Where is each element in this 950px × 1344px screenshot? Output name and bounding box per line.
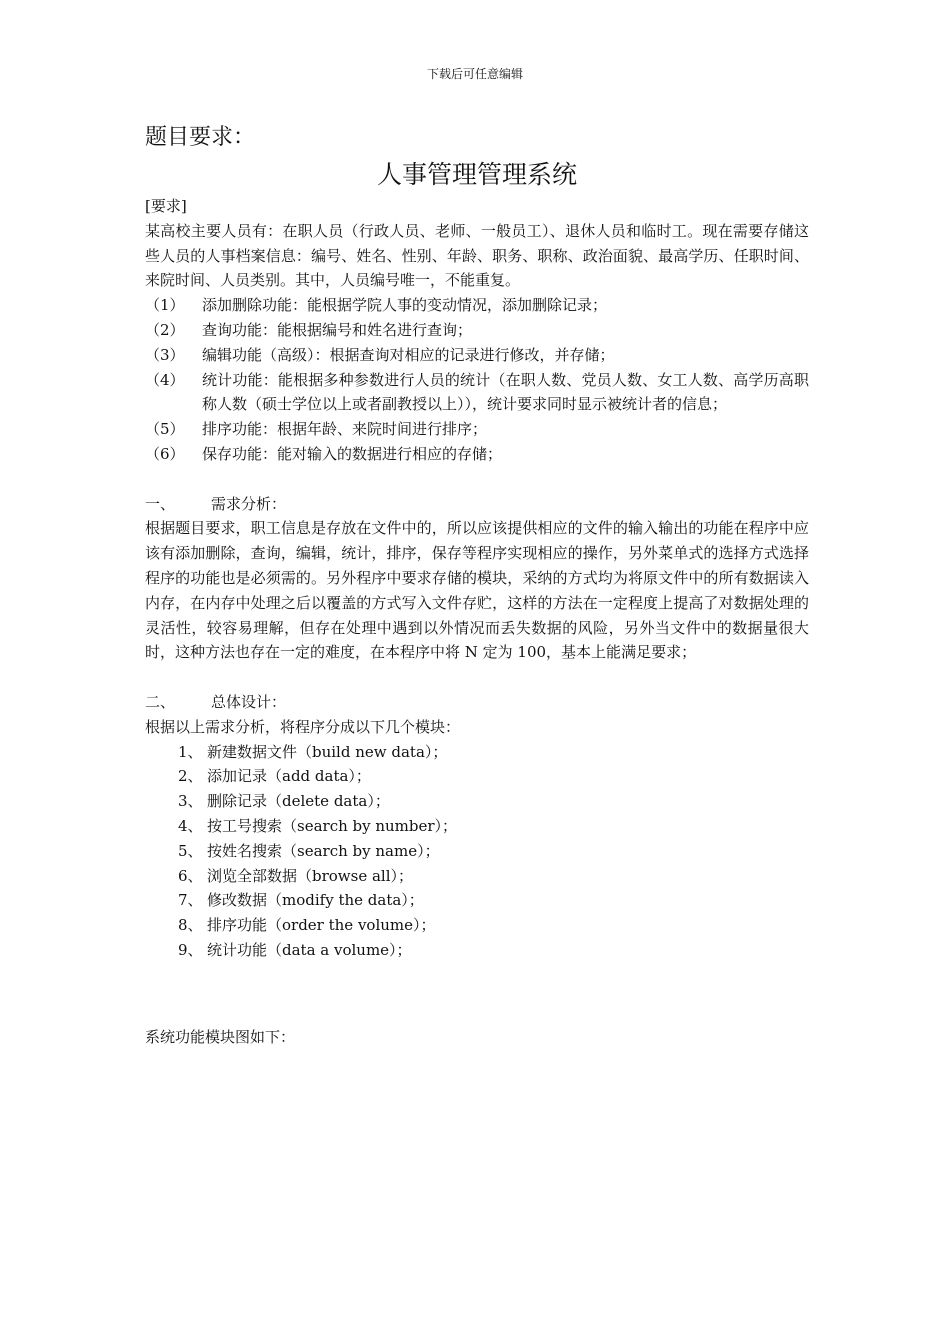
section-title: 总体设计： bbox=[211, 692, 287, 711]
section-title: 需求分析： bbox=[211, 494, 287, 513]
requirement-text: 保存功能：能对输入的数据进行相应的存储； bbox=[202, 444, 503, 463]
requirement-number: （6） bbox=[145, 444, 185, 463]
module-text: 浏览全部数据（browse all）； bbox=[207, 866, 414, 885]
requirement-number: （5） bbox=[145, 420, 185, 439]
requirement-item bbox=[145, 293, 809, 318]
document-title: 人事管理管理系统 bbox=[376, 160, 577, 189]
module-item bbox=[178, 864, 809, 889]
module-item bbox=[178, 839, 809, 864]
requirement-item bbox=[145, 318, 809, 343]
spacer bbox=[145, 963, 809, 1025]
page-header: 下载后可任意编辑 bbox=[426, 67, 523, 81]
requirement-item bbox=[145, 368, 809, 418]
requirement-item bbox=[145, 442, 809, 467]
requirement-text: 查询功能：能根据编号和姓名进行查询； bbox=[202, 320, 473, 339]
module-number: 6、 bbox=[178, 866, 203, 885]
module-number: 2、 bbox=[178, 767, 203, 786]
requirement-item bbox=[145, 417, 809, 442]
module-text: 排序功能（order the volume）； bbox=[207, 916, 436, 935]
module-number: 9、 bbox=[178, 940, 203, 959]
module-list bbox=[145, 740, 809, 963]
module-item bbox=[178, 814, 809, 839]
requirement-number: （1） bbox=[145, 296, 185, 315]
module-text: 新建数据文件（build new data）； bbox=[207, 742, 448, 761]
section-heading-design bbox=[145, 690, 809, 715]
requirement-text: 编辑功能（高级）：根据查询对相应的记录进行修改，并存储； bbox=[202, 345, 615, 364]
requirement-text: 添加删除功能：能根据学院人事的变动情况，添加删除记录； bbox=[202, 296, 608, 315]
section-heading-analysis bbox=[145, 492, 809, 517]
module-item bbox=[178, 740, 809, 765]
module-text: 删除记录（delete data）； bbox=[207, 792, 390, 811]
module-text: 统计功能（data a volume）； bbox=[207, 940, 412, 959]
module-text: 添加记录（add data）； bbox=[207, 767, 371, 786]
requirements-intro: 某高校主要人员有：在职人员（行政人员、老师、一般员工）、退休人员和临时工。现在需要存储这些人员的人事档案信息：编号、姓名、性别、年龄、职务、职称、政治面貌、最高学历、任职时间、来院时间、人员类别。其中，人员编号唯一，不能重复。 bbox=[145, 221, 809, 290]
spacer bbox=[145, 467, 809, 492]
spacer bbox=[145, 665, 809, 690]
module-item bbox=[178, 764, 809, 789]
requirements-label: [要求] bbox=[145, 197, 187, 215]
section-number: 二、 bbox=[145, 692, 176, 711]
module-number: 4、 bbox=[178, 816, 203, 835]
module-text: 按姓名搜索（search by name）； bbox=[207, 841, 440, 860]
module-item bbox=[178, 789, 809, 814]
requirements-list bbox=[145, 293, 809, 467]
analysis-paragraph: 根据题目要求，职工信息是存放在文件中的，所以应该提供相应的文件的输入输出的功能在程序中应该有添加删除，查询，编辑，统计，排序，保存等程序实现相应的操作，另外菜单式的选择方式选择程序的功能也是必须需的。另外程序中要求存储的模块，采纳的方式均为将原文件中的所有数据读入内存，在内存中处理之后以覆盖的方式写入文件存贮，这样的方法在一定程度上提高了对数据处理的灵活性，较容易理解，但存在处理中遇到以外情况而丢失数据的风险，另外当文件中的数据量很大时，这种方法也存在一定的难度，在本程序中将 N 定为 100，基本上能满足要求； bbox=[145, 519, 809, 662]
module-item bbox=[178, 938, 809, 963]
topic-heading: 题目要求： bbox=[145, 125, 256, 150]
requirement-number: （4） bbox=[145, 370, 185, 389]
module-number: 5、 bbox=[178, 841, 203, 860]
module-text: 按工号搜索（search by number）； bbox=[207, 816, 458, 835]
module-number: 7、 bbox=[178, 891, 203, 910]
module-item bbox=[178, 888, 809, 913]
module-item bbox=[178, 913, 809, 938]
requirement-number: （3） bbox=[145, 345, 185, 364]
module-number: 8、 bbox=[178, 916, 203, 935]
document-body bbox=[145, 122, 809, 1050]
section-number: 一、 bbox=[145, 494, 176, 513]
requirement-text: 统计功能：能根据多种参数进行人员的统计（在职人数、党员人数、女工人数、高学历高职称人数（硕士学位以上或者副教授以上）），统计要求同时显示被统计者的信息； bbox=[202, 370, 809, 414]
module-number: 3、 bbox=[178, 792, 203, 811]
module-text: 修改数据（modify the data）； bbox=[207, 891, 424, 910]
design-intro: 根据以上需求分析，将程序分成以下几个模块： bbox=[145, 717, 461, 736]
requirement-text: 排序功能：根据年龄、来院时间进行排序； bbox=[202, 420, 488, 439]
requirement-number: （2） bbox=[145, 320, 185, 339]
module-number: 1、 bbox=[178, 742, 203, 761]
requirement-item bbox=[145, 343, 809, 368]
diagram-caption: 系统功能模块图如下： bbox=[145, 1027, 296, 1046]
